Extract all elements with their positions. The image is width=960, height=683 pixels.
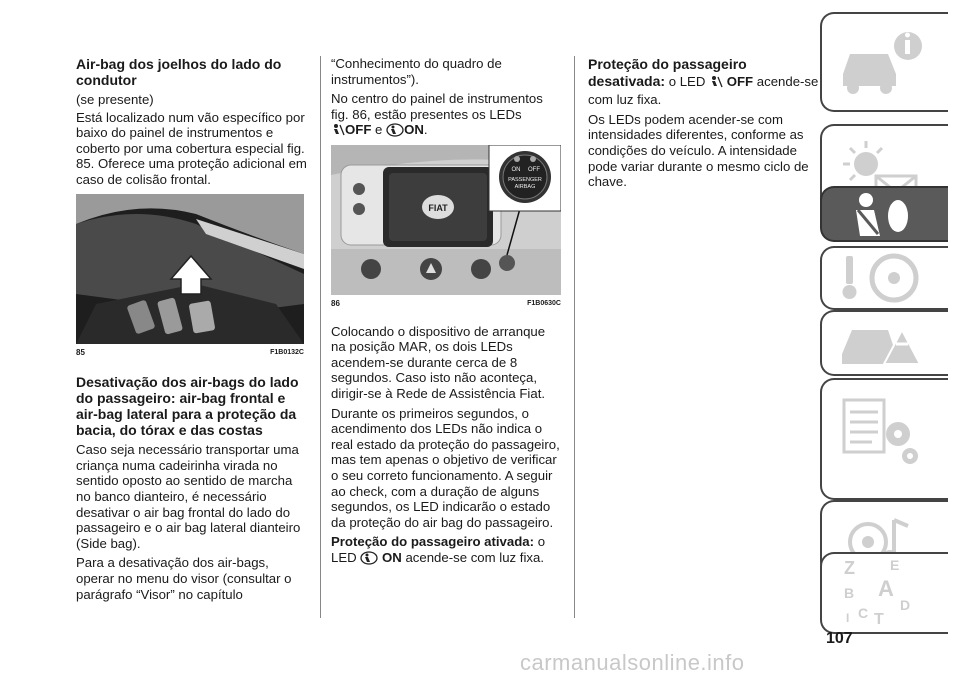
tab-starting-driving[interactable] — [820, 246, 948, 310]
knee-airbag-heading: Air-bag dos joelhos do lado do condutor — [76, 56, 282, 88]
chapter-tabs — [820, 0, 960, 683]
protection-off-heading: Proteção do passageiro desativada: — [588, 56, 747, 89]
ignition-paragraph: Colocando o dispositivo de arranque na posição MAR, os dois LEDs acendem-se durante cerca de 8 segundos. Caso isto não aconteça, dirigir-se à Rede de Assistência Fiat. — [331, 323, 546, 401]
protection-off-label: OFF — [726, 73, 754, 89]
column-divider-1 — [320, 56, 321, 618]
car-info-icon — [838, 24, 928, 104]
figure-85-code: F1B0132C — [270, 348, 304, 356]
tab-maintenance[interactable] — [820, 378, 948, 500]
fiat-logo: FIAT — [428, 202, 448, 213]
protection-on-heading: Proteção do passageiro ativada: — [331, 534, 535, 550]
page-number: 107 — [826, 630, 853, 647]
badge-airbag-text: AIRBAG — [514, 183, 536, 190]
protection-on-label: ON — [382, 549, 402, 565]
column-middle — [331, 56, 561, 572]
intensity-paragraph: Os LEDs podem acender-se com intensidades diferentes, conforme as condições do veículo. A intensidade pode variar durante o mesmo ciclo de chave. — [588, 111, 809, 190]
protection-off-paragraph — [588, 56, 820, 108]
airbag-off-icon — [331, 123, 345, 141]
index-letter-t: T — [874, 611, 884, 628]
led-and-text: e — [375, 122, 383, 138]
figure-85-number: 85 — [76, 347, 85, 357]
check-paragraph: Durante os primeiros segundos, o acendimento dos LEDs não indica o real estado da proteção do passageiro, mas tem apenas o objetivo de verificar o seu correto funcionamento. A seguir ao check, com a duração de alguns segundos, os LED indicarão o estado da proteção do air bag do passageiro. — [331, 405, 560, 530]
badge-off-text: OFF — [528, 166, 540, 173]
protection-off-text: acende-se com luz fixa. — [588, 73, 819, 108]
figure-85-caption — [76, 344, 304, 361]
airbag-on-icon-2 — [360, 551, 378, 569]
emergency-icon — [838, 314, 928, 370]
deactivation-paragraph: Caso seja necessário transportar uma criança numa cadeirinha virada no sentido oposto ao sentido de marcha no banco dianteiro, é necessário desativar o air bag frontal do lado do passageiro e o air bag lateral dianteiro (Side bag). — [76, 442, 301, 551]
figure-86-number: 86 — [331, 298, 340, 308]
tab-emergency[interactable] — [820, 310, 948, 376]
figure-86-code: F1B0630C — [527, 299, 561, 307]
maintenance-icon — [838, 394, 928, 494]
badge-passenger-text: PASSENGER — [508, 176, 542, 183]
column-left — [76, 56, 308, 606]
protection-on-text: acende-se com luz fixa. — [405, 549, 544, 565]
index-letter-z: Z — [844, 558, 855, 578]
knee-airbag-subheading: (se presente) — [76, 92, 154, 107]
badge-on-text: ON — [511, 166, 521, 173]
airbag-on-icon — [386, 123, 404, 141]
display-menu-paragraph: Para a desativação dos air-bags, operar no menu do visor (consultar o parágrafo “Visor” no capítulo — [76, 555, 292, 602]
figure-85-image — [76, 194, 304, 344]
watermark: carmanualsonline.info — [520, 650, 745, 675]
index-letter-i: I — [846, 611, 850, 625]
steering-key-icon — [838, 250, 928, 306]
led-intro-text: No centro do painel de instrumentos fig. 86, estão presentes os LEDs — [331, 91, 543, 122]
index-letter-b: B — [844, 585, 855, 601]
knee-airbag-photo — [76, 194, 304, 344]
index-letter-e: E — [890, 557, 900, 573]
protection-off-led: o LED — [668, 73, 706, 89]
instrument-reference-paragraph: “Conhecimento do quadro de instrumentos”). — [331, 56, 502, 87]
protection-on-led: LED — [331, 549, 357, 565]
led-period: . — [423, 122, 428, 138]
dashboard-photo — [331, 145, 561, 295]
index-icon — [838, 554, 928, 628]
figure-86 — [331, 145, 561, 312]
deactivation-heading: Desativação dos air-bags do lado do passageiro: air-bag frontal e air-bag lateral para a proteção da bacia, do tórax e das costas — [76, 374, 299, 439]
airbag-seatbelt-icon — [838, 190, 928, 240]
knee-airbag-paragraph: Está localizado num vão específico por baixo do painel de instrumentos e coberto por uma cobertura especial fig. 85. Oferece uma proteção adicional em caso de colisão frontal. — [76, 109, 307, 187]
column-divider-2 — [574, 56, 575, 618]
led-on-label: ON — [404, 122, 424, 138]
tab-car-info[interactable] — [820, 12, 948, 112]
figure-86-image — [331, 145, 561, 295]
led-intro-paragraph — [331, 91, 561, 141]
airbag-off-icon-2 — [709, 75, 723, 93]
tab-safety[interactable] — [820, 186, 948, 242]
tab-index[interactable] — [820, 552, 948, 634]
index-letter-c: C — [858, 605, 869, 621]
figure-86-caption — [331, 295, 561, 312]
led-off-label: OFF — [345, 122, 372, 138]
index-letter-a: A — [878, 576, 894, 601]
protection-on-o: o — [537, 534, 546, 550]
column-right — [588, 56, 820, 194]
figure-85 — [76, 194, 308, 361]
protection-on-paragraph — [331, 534, 561, 568]
index-letter-d: D — [900, 597, 911, 613]
